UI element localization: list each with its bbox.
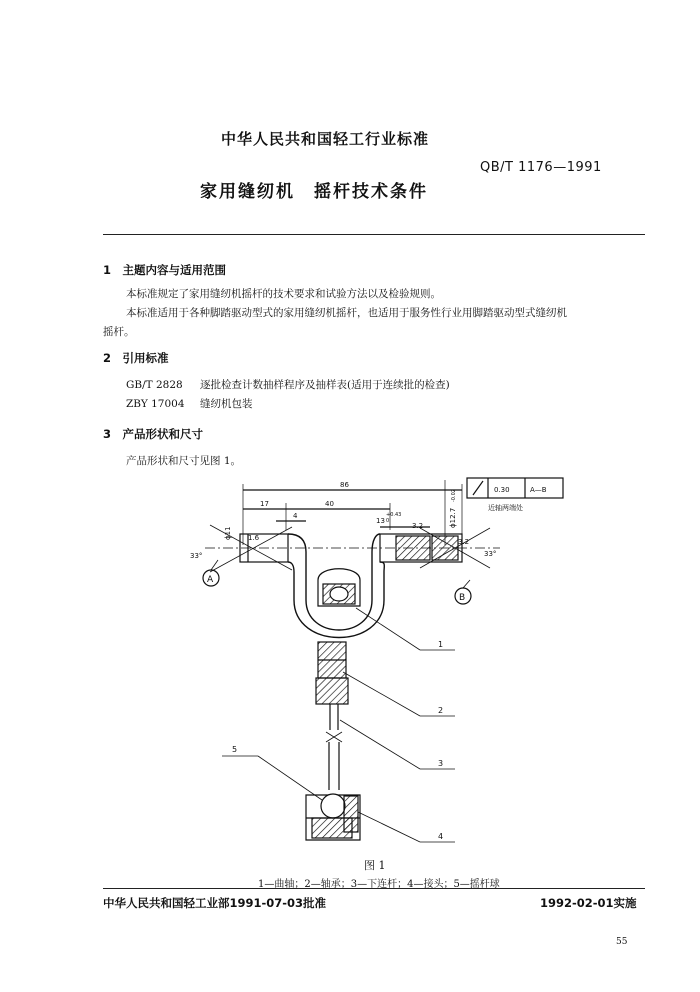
ref-2-code: ZBY 17004 bbox=[126, 398, 185, 410]
figure-legend: 1—曲轴；2—轴承；3—下连杆；4—接头；5—摇杆球 bbox=[258, 879, 500, 890]
document-title: 家用缝纫机 摇杆技术条件 bbox=[200, 182, 428, 202]
dim-phi12: ϕ12.7 bbox=[449, 507, 457, 528]
dim-phi11: ϕ11 bbox=[224, 526, 232, 540]
section-2-heading: 2 引用标准 bbox=[103, 351, 169, 365]
figure-label: 图 1 bbox=[364, 859, 386, 872]
dim-phi12-tolerance: -0.02 bbox=[451, 489, 457, 502]
surface-3-2-a: 3.2 bbox=[412, 522, 424, 530]
ref-1-title: 逐批检查计数抽样程序及抽样表(适用于连续批的检查) bbox=[200, 379, 450, 391]
dim-13: 13 bbox=[376, 517, 385, 525]
dim-4: 4 bbox=[293, 512, 298, 520]
tolerance-value: 0.30 bbox=[494, 486, 510, 494]
datum-b: B bbox=[459, 593, 466, 603]
surface-1-6: 1.6 bbox=[248, 534, 260, 542]
tolerance-ref: A—B bbox=[530, 486, 547, 494]
callout-2: 2 bbox=[438, 706, 444, 715]
section-3-heading: 3 产品形状和尺寸 bbox=[103, 427, 204, 441]
surface-3-2-b: 3.2 bbox=[458, 538, 470, 546]
effective-date: 1992-02-01实施 bbox=[540, 896, 637, 910]
datum-a: A bbox=[207, 575, 214, 585]
callout-1: 1 bbox=[438, 640, 444, 649]
section-1-para-1: 本标准规定了家用缝纫机摇杆的技术要求和试验方法以及检验规则。 bbox=[126, 288, 441, 300]
page-number: 55 bbox=[616, 937, 628, 947]
dim-40: 40 bbox=[325, 500, 334, 508]
section-1-para-2: 本标准适用于各种脚踏驱动型式的家用缝纫机摇杆，也适用于服务性行业用脚踏驱动型式缝纫机 bbox=[126, 307, 567, 319]
angle-left: 33° bbox=[190, 552, 203, 560]
dim-17: 17 bbox=[260, 500, 269, 508]
section-1-heading: 1 主题内容与适用范围 bbox=[103, 263, 227, 277]
tolerance-frame bbox=[467, 478, 563, 498]
section-3-para-1: 产品形状和尺寸见图 1。 bbox=[126, 455, 242, 467]
dim-13-tolerance: +0.43 bbox=[386, 512, 402, 518]
angle-right: 33° bbox=[484, 550, 497, 558]
issuer-approval: 中华人民共和国轻工业部1991-07-03批准 bbox=[103, 896, 327, 910]
callout-3: 3 bbox=[438, 759, 444, 768]
dim-13-tolerance-low: 0 bbox=[386, 518, 390, 524]
callout-4: 4 bbox=[438, 832, 444, 841]
callout-5: 5 bbox=[232, 745, 238, 754]
ref-2-title: 缝纫机包装 bbox=[200, 398, 253, 410]
tolerance-note: 近轴两端处 bbox=[488, 504, 523, 512]
ref-1-code: GB/T 2828 bbox=[126, 379, 183, 391]
org-title: 中华人民共和国轻工行业标准 bbox=[220, 130, 429, 148]
standard-code: QB/T 1176—1991 bbox=[480, 160, 602, 175]
footer-rule bbox=[103, 888, 645, 889]
section-1-para-3: 摇杆。 bbox=[103, 326, 135, 338]
dim-86: 86 bbox=[340, 481, 349, 489]
